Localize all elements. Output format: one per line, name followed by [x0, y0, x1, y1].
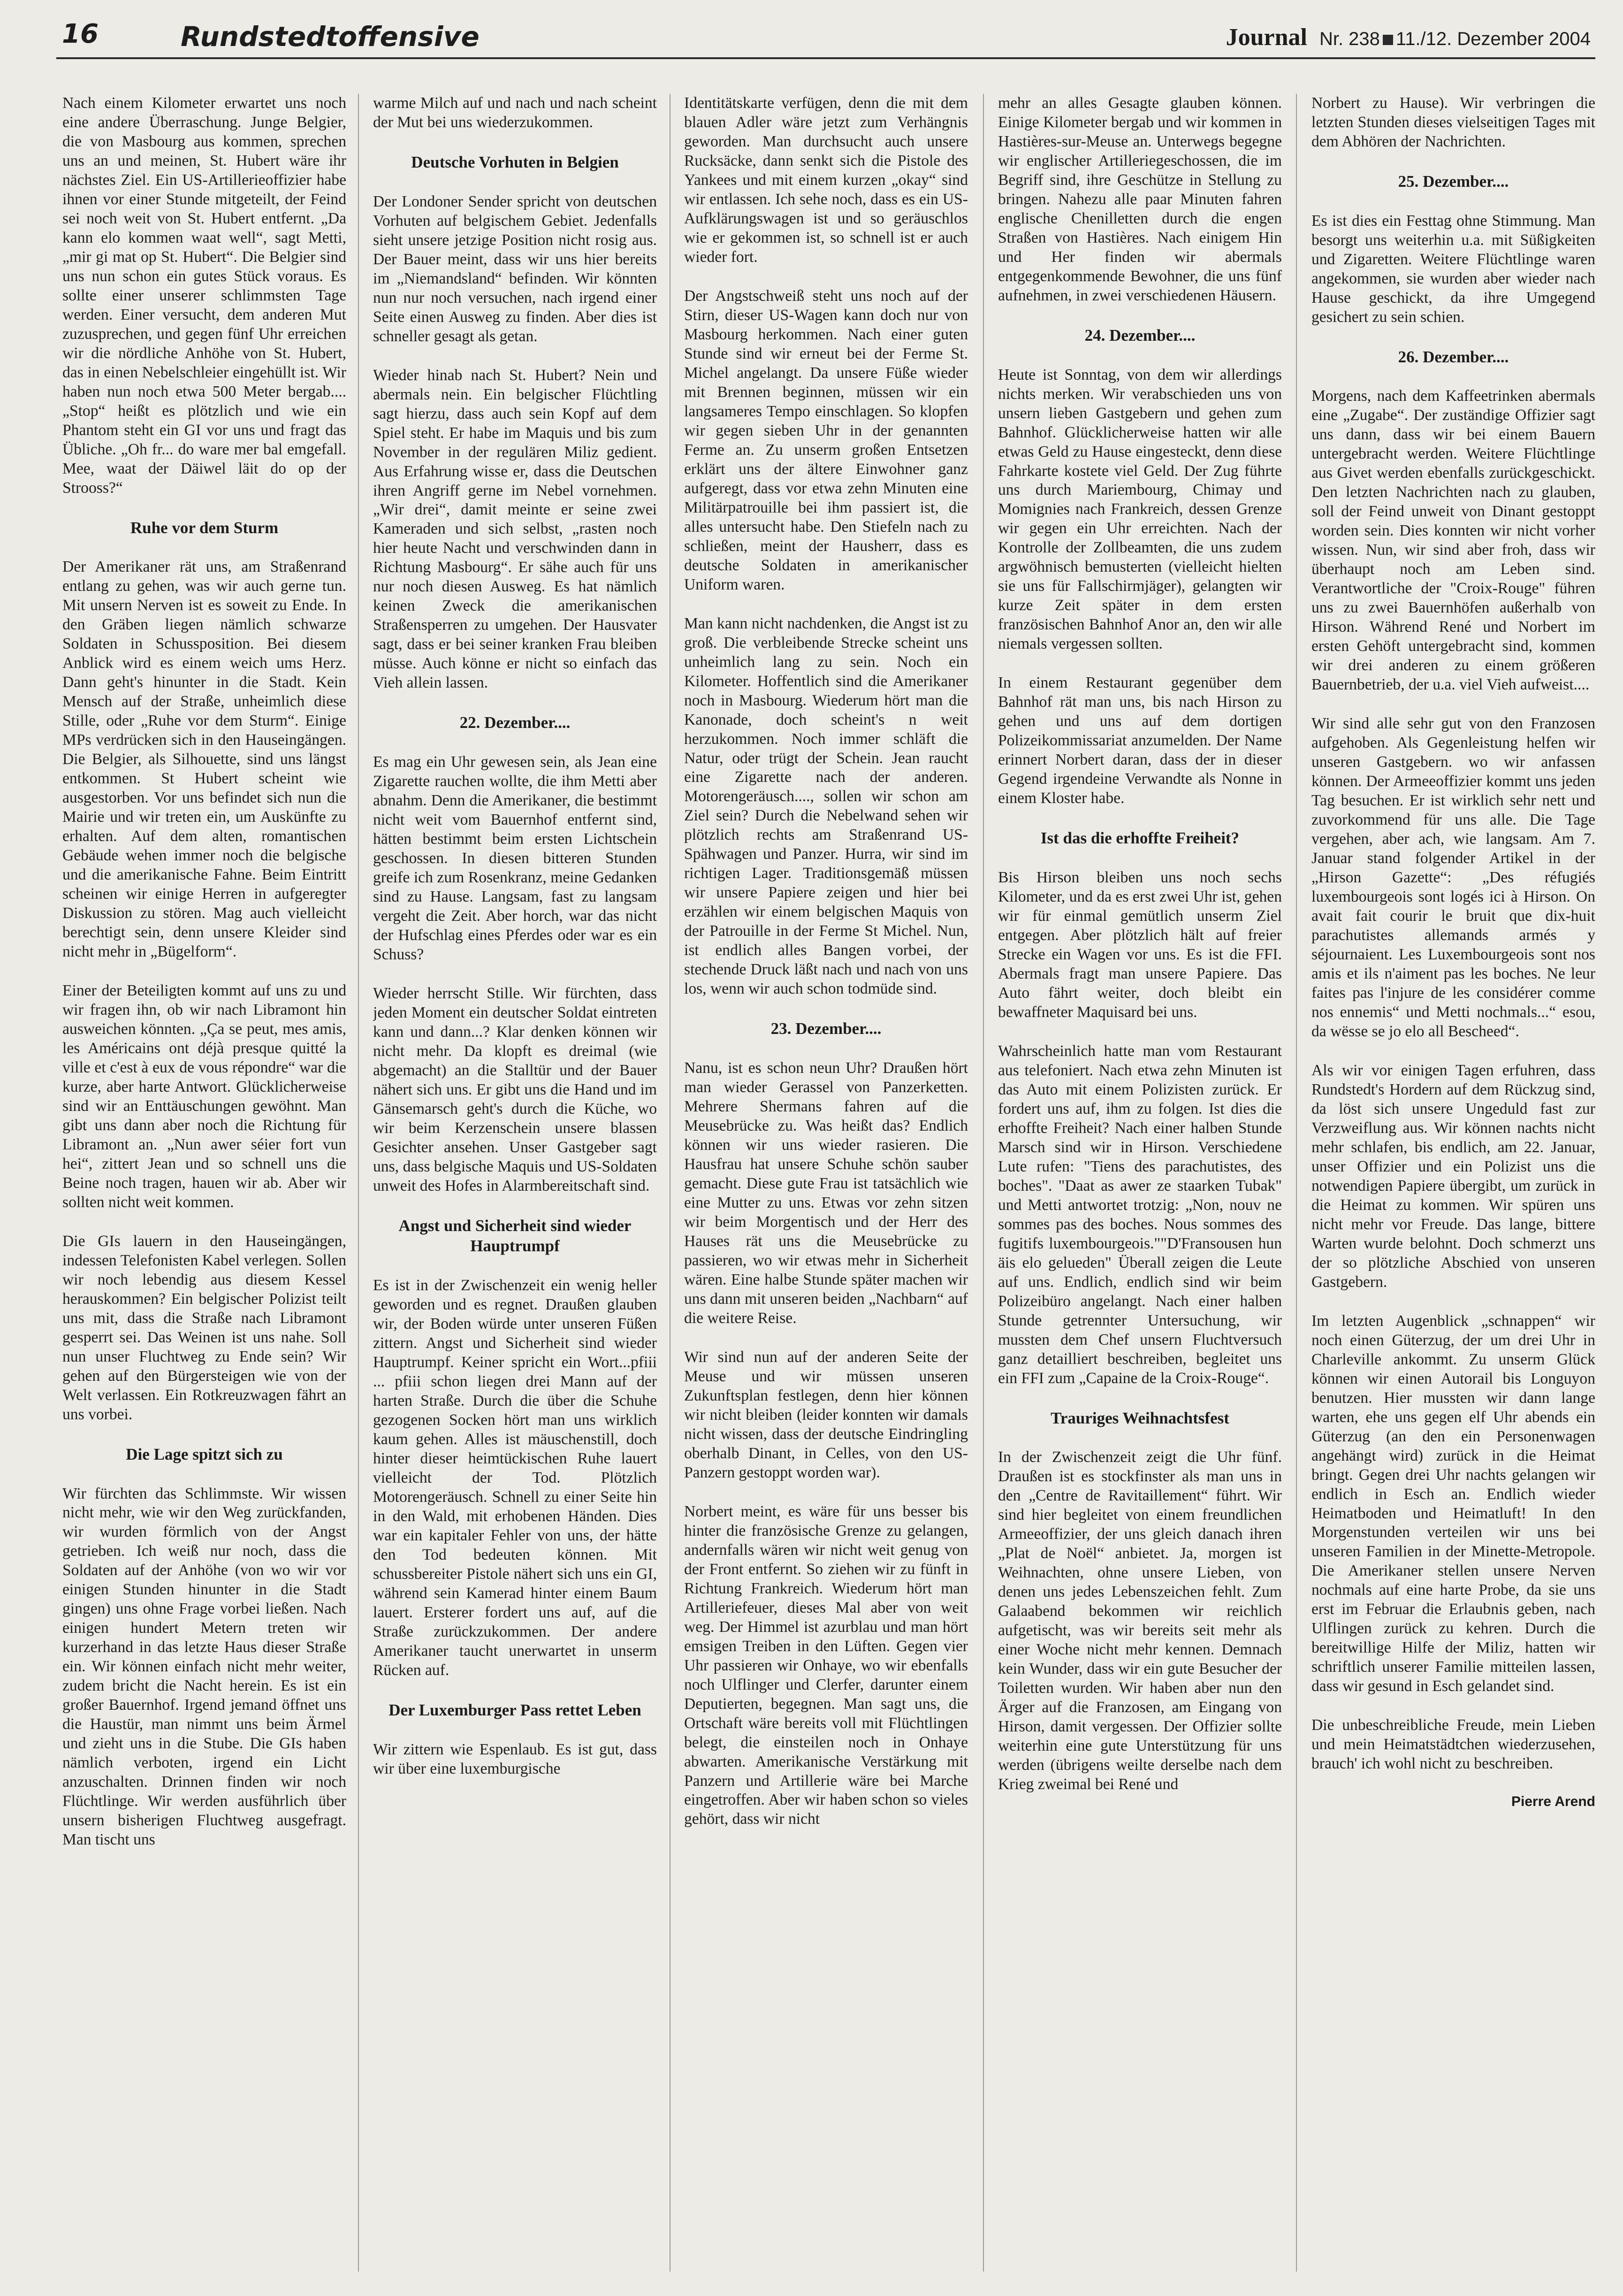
paragraph: In der Zwischenzeit zeigt die Uhr fünf. Draußen ist es stockfinster als man uns in den „Centre de Ravitaillement“ führt. Wir sind hier begleitet von einem freundlichen Armeeoffizier, der uns gleich danach ihren „Plat de Noël“ anbietet. Ja, morgen ist Weihnachten, ohne unsere Lieben, von denen uns jedes Lebenszeichen fehlt. Zum Galaabend bekommen wir reichlich aufgetischt, was wir bereits seit mehr als einer Woche nicht mehr kennen. Demnach kein Wunder, dass wir ein gute Besucher der Toiletten wurden. Wir haben aber nun den Ärger auf die Franzosen, am Eingang von Hirson, damit vergessen. Der Offizier sollte weiterhin eine gute Unterstützung für uns werden (übrigens weilte derselbe nach dem Krieg zweimal bei René und: [998, 1448, 1282, 1793]
paragraph: Es ist dies ein Festtag ohne Stimmung. Man besorgt uns weiterhin u.a. mit Süßigkeiten und Zigaretten. Weitere Flüchtlinge waren angekommen, sie wurden aber wieder nach Hause geschickt, da ihre Umgegend gesichert zu sein schien.: [1311, 212, 1595, 326]
paragraph: Der Amerikaner rät uns, am Straßenrand entlang zu gehen, was wir auch gerne tun. Mit unsern Nerven ist es soweit zu Ende. In den Gräben liegen nämlich schwarze Soldaten in Schussposition. Bei diesem Anblick wird es einem weich ums Herz. Dann geht's hinunter in die Stadt. Kein Mensch auf der Straße, unheimlich diese Stille, oder „Ruhe vor dem Sturm“. Einige MPs verdrücken sich in den Hauseingängen. Die Belgier, als Silhouette, sind uns längst entkommen. St Hubert scheint wie ausgestorben. Vor uns befindet sich nun die Mairie und wir treten ein, um Auskünfte zu erhalten. Auf dem alten, romantischen Gebäude wehen immer noch die belgische und die amerikanische Fahne. Beim Eintritt scheinen wir einige Herren in aufgeregter Diskussion zu stören. Mag auch vielleicht berechtigt sein, denn unsere Kleider sind nicht mehr in „Bügelform“.: [62, 558, 346, 961]
column-divider: [1296, 94, 1297, 2272]
column-divider: [670, 94, 671, 2272]
paragraph: Man kann nicht nachdenken, die Angst ist zu groß. Die verbleibende Strecke scheint uns unheimlich lang zu sein. Noch ein Kilometer. Hoffentlich sind die Amerikaner noch in Masbourg. Wiederum hört man die Kanonade, doch scheint's n weit herzukommen. Noch immer schläft die Natur, oder trügt der Schein. Jean raucht eine Zigarette nach der anderen. Motorengeräusch...., sollen wir schon am Ziel sein? Durch die Nebelwand sehen wir plötzlich rechts am Straßenrand US-Spähwagen und Panzer. Hurra, wir sind im richtigen Lager. Traditionsgemäß müssen wir unsere Papiere zeigen und hier bei erzählen wir einem belgischen Maquis von der Patrouille in der Ferme St Michel. Nun, ist endlich alles Bangen vorbei, der stechende Druck läßt nach und nach von uns los, wenn wir auch schon todmüde sind.: [684, 614, 968, 998]
paragraph: Der Angstschweiß steht uns noch auf der Stirn, dieser US-Wagen kann doch nur von Masbourg herkommen. Nach einer guten Stunde sind wir erneut bei der Ferme St. Michel angelangt. Da unsere Füße wieder mit Brennen beginnen, müssen wir ein langsameres Tempo einschlagen. So klopfen wir gegen sieben Uhr in der genannten Ferme an. Zu unserm großen Entsetzen erklärt uns der ältere Einwohner ganz aufgeregt, dass vor etwa zehn Minuten eine Militärpatrouille bei ihm passiert ist, die alles untersucht habe. Den Stiefeln nach zu schließen, meint der Hausherr, dass es deutsche Soldaten in amerikanischer Uniform waren.: [684, 287, 968, 593]
issue-number: Nr. 238: [1319, 29, 1380, 49]
paragraph: In einem Restaurant gegenüber dem Bahnhof rät man uns, bis nach Hirson zu gehen und uns auf dem dortigen Polizeikommissariat anzumelden. Der Name erinnert Norbert daran, dass der in dieser Gegend irgendeine Verwandte als Nonne in einem Kloster habe.: [998, 674, 1282, 807]
paragraph: Der Londoner Sender spricht von deutschen Vorhuten auf belgischem Gebiet. Jedenfalls sieht unsere jetzige Position nicht rosig aus. Der Bauer meint, dass wir uns hier bereits im „Niemandsland“ befinden. Wir könnten nun nur noch versuchen, nach irgend einer Seite einen Ausweg zu finden. Aber dies ist schneller gesagt als getan.: [373, 192, 657, 345]
paragraph: Einer der Beteiligten kommt auf uns zu und wir fragen ihn, ob wir nach Libramont hin ausweichen könnten. „Ça se peut, mes amis, les Américains ont déjà presque quitté la ville et c'est à eux de vous répondre“ war die kurze, aber harte Antwort. Glücklicherweise sind wir an Enttäuschungen gewöhnt. Man gibt uns dann aber noch die Richtung für Libramont an. „Nun awer séier fort vun hei“, zittert Jean und so schnell uns die Beine noch tragen, hauen wir ab. Aber wir sollten nicht weit kommen.: [62, 982, 346, 1211]
paragraph: Wir fürchten das Schlimmste. Wir wissen nicht mehr, wie wir den Weg zurückfanden, wir wurden förmlich von der Angst getrieben. Ich weiß nur noch, dass die Soldaten auf der Anhöhe (von wo wir vor einigen Stunden hinunter in die Stadt gingen) uns ohne Frage vorbei ließen. Nach einigen hundert Metern treten wir kurzerhand in das letzte Haus dieser Straße ein. Wir können einfach nicht mehr weiter, zudem bricht die Nacht herein. Es ist ein großer Bauernhof. Irgend jemand öffnet uns die Haustür, man nimmt uns beim Ärmel und zieht uns in die Stube. Die GIs haben nämlich verboten, irgend ein Licht anzuschalten. Drinnen finden wir noch Flüchtlinge. Wir werden ausführlich über unsern bisherigen Fluchtweg ausgefragt. Man tischt uns: [62, 1485, 346, 1849]
paragraph: Norbert zu Hause). Wir verbringen die letzten Stunden dieses vielseitigen Tages mit dem Abhören der Nachrichten.: [1311, 94, 1595, 150]
author-byline: Pierre Arend: [1511, 1794, 1595, 1810]
subheading: 22. Dezember....: [459, 713, 571, 732]
issue-date: 11./12. Dezember 2004: [1395, 29, 1591, 49]
article-column-2: [373, 94, 657, 2281]
paragraph: Identitätskarte verfügen, denn die mit dem blauen Adler wäre jetzt zum Verhängnis geworden. Man durchsucht auch unsere Rucksäcke, dann senkt sich die Pistole des Yankees und mit einem kurzen „okay“ sind wir entlassen. Ich sehe noch, dass es ein US-Aufklärungswagen ist und so geräuschlos wie er gekommen ist, so schnell ist er auch wieder fort.: [684, 94, 968, 266]
paragraph: Norbert meint, es wäre für uns besser bis hinter die französische Grenze zu gelangen, andernfalls wären wir nicht weit genug von der Front entfernt. So ziehen wir zu fünft in Richtung Frankreich. Wiederum hört man Artilleriefeuer, dieses Mal aber von weit weg. Der Himmel ist azurblau und man hört emsigen Treiben in den Lüften. Gegen vier Uhr passieren wir Onhaye, wo wir ebenfalls noch Ulflinger und Clerfer, darunter einem Deputierten, begegnen. Man sagt uns, die Ortschaft wäre bereits voll mit Flüchtlingen belegt, die einsteilen noch in Onhaye abwarten. Amerikanische Verstärkung mit Panzern und Artillerie wäre bei Marche eingetroffen. Aber wir haben schon so vieles gehört, dass wir nicht: [684, 1502, 968, 1828]
paragraph: Wir sind nun auf der anderen Seite der Meuse und wir müssen unseren Zukunftsplan festlegen, denn hier können wir nicht bleiben (leider konnten wir damals nicht wissen, dass der deutsche Eindringling oberhalb Dinant, in Celles, von den US-Panzern gestoppt worden war).: [684, 1348, 968, 1481]
paragraph: Die GIs lauern in den Hauseingängen, indessen Telefonisten Kabel verlegen. Sollen wir noch lebendig aus diesem Kessel herauskommen? Ein belgischer Polizist teilt uns mit, dass die Straße nach Libramont gesperrt sei. Das Weinen ist uns nahe. Soll nun unser Fluchtweg zu Ende sein? Wir gehen auf den Bürgersteigen wie von der Welt verlassen. Ein Rotkreuzwagen fährt an uns vorbei.: [62, 1232, 346, 1423]
subheading: Ruhe vor dem Sturm: [130, 518, 279, 537]
paragraph: Morgens, nach dem Kaffeetrinken abermals eine „Zugabe“. Der zuständige Offizier sagt uns dann, dass wir bei einem Bauern untergebracht werden. Weitere Flüchtlinge aus Givet werden ebenfalls zurückgeschickt. Den letzten Nachrichten nach zu glauben, soll der Feind unweit von Dinant gestoppt worden sein. Dies konnten wir nicht vorher wissen. Nun, wir sind aber froh, dass wir überhaupt noch am Leben sind. Verantwortliche der "Croix-Rouge" führen uns zu zwei Bauernhöfen außerhalb von Hirson. Während René und Norbert im ersten Gehöft untergebracht sind, kommen wir drei anderen zu einem größeren Bauernbetrieb, der u.a. viel Vieh aufweist....: [1311, 387, 1595, 694]
paragraph: Heute ist Sonntag, von dem wir allerdings nichts merken. Wir verabschieden uns von unsern lieben Gastgebern und gehen zum Bahnhof. Glücklicherweise hatten wir alle etwas Geld zu Hause eingesteckt, denn diese Fahrkarte kostete viel Geld. Der Zug führte uns durch Mariembourg, Chimay und Momignies nach Frankreich, dessen Grenze wir gegen ein Uhr erreichten. Nach der Kontrolle der Zollbeamten, die uns zudem argwöhnisch bemusterten (vielleicht hielten sie uns für Fallschirmjäger), gelangten wir kurze Zeit später in dem ersten französischen Bahnhof Anor an, den wir alle niemals vergessen sollten.: [998, 366, 1282, 653]
paragraph: Wahrscheinlich hatte man vom Restaurant aus telefoniert. Nach etwa zehn Minuten ist das Auto mit einem Polizisten zurück. Er fordert uns auf, ihm zu folgen. Ist dies die erhoffte Freiheit? Nach einer halben Stunde Marsch sind wir in Hirson. Verschiedene Lute rufen: "Tiens des parachutistes, des boches". "Daat as awer ze staarken Tubak" und Metti antwortet trotzig: „Non, nouv ne sommes pas des boches. Nous sommes des fugitifs luxembourgeois.""D'Fransousen hun äis elo gelueden" Überall zeigen die Leute auf uns. Endlich, endlich sind wir beim Polizeibüro angelangt. Nach einer halben Stunde getrennter Untersuchung, wir mussten dem Chef unsern Fluchtversuch ganz detailliert beschreiben, begleitet uns ein FFI zum „Capaine de la Croix-Rouge“.: [998, 1042, 1282, 1387]
subheading: 25. Dezember....: [1398, 172, 1509, 191]
article-column-3: [684, 94, 968, 2281]
issue-info: [1319, 29, 1591, 50]
section-title: Rundstedtoffensive: [181, 21, 480, 53]
paragraph: Nanu, ist es schon neun Uhr? Draußen hört man wieder Gerassel von Panzerketten. Mehrere Shermans fahren auf die Meusebrücke zu. Was heißt das? Endlich können wir uns wieder rasieren. Die Hausfrau hat unsere Schuhe schön sauber gemacht. Diese gute Frau ist tatsächlich wie eine Mutter zu uns. Etwas vor zehn sitzen wir beim Morgentisch und der Herr des Hauses rät uns die Meusebrücke zu passieren, wo wir etwas mehr in Sicherheit wären. Eine halbe Stunde später machen wir uns dann mit unseren beiden „Nachbarn“ auf die weitere Reise.: [684, 1059, 968, 1327]
column-divider: [983, 94, 984, 2272]
subheading: Deutsche Vorhuten in Belgien: [411, 153, 619, 171]
column-divider: [358, 94, 359, 2272]
paragraph: Als wir vor einigen Tagen erfuhren, dass Rundstedt's Hordern auf dem Rückzug sind, da löst sich unsere Ungeduld fast zur Verzweiflung aus. Wir können nachts nicht mehr schlafen, bis endlich, am 22. Januar, unser Offizier und ein Polizist uns die notwendigen Papiere übergibt, um zurück in die Heimat zu kommen. Wir spüren uns nicht mehr vor Freude. Das lange, bittere Warten wurde belohnt. Doch schmerzt uns der so plötzliche Abschied von unseren Gastgebern.: [1311, 1061, 1595, 1291]
paragraph: Wir sind alle sehr gut von den Franzosen aufgehoben. Als Gegenleistung helfen wir unseren Gastgebern. wo wir anfassen können. Der Armeeoffizier kommt uns jeden Tag besuchen. Er ist wirklich sehr nett und zuvorkommend für uns alle. Die Tage vergehen, aber ach, wie langsam. Am 7. Januar stand folgender Artikel in der „Hirson Gazette“: „Des réfugiés luxembourgeois sont logés ici à Hirson. On avait fait courir le bruit que dix-huit parachutistes allemands armés y séjournaient. Les Luxembourgeois sont nos amis et ils n'aiment pas les boches. Ne leur faites pas l'injure de les considérer comme nos ennemis“ und Metti nochmals...“ esou, da wësse se jo elo all Bescheed“.: [1311, 715, 1595, 1040]
masthead: [1226, 23, 1591, 51]
page-header: [56, 17, 1595, 59]
subheading: Der Luxemburger Pass rettet Leben: [389, 1700, 641, 1719]
subheading: 23. Dezember....: [770, 1019, 882, 1038]
paragraph: mehr an alles Gesagte glauben können. Einige Kilometer bergab und wir kommen in Hastières-sur-Meuse an. Unterwegs begegne wir englischer Artilleriegeschossen, die im Begriff sind, ihre Geschütze in Stellung zu bringen. Nahezu alle paar Minuten fahren englische Chenilletten durch die engen Straßen von Hastières. Nach einigem Hin und Her finden wir abermals entgegenkommende Bewohner, die uns fünf aufnehmen, in zwei verschiedenen Häusern.: [998, 94, 1282, 304]
paragraph: warme Milch auf und nach und nach scheint der Mut bei uns wiederzukommen.: [373, 94, 657, 131]
paragraph: Wieder hinab nach St. Hubert? Nein und abermals nein. Ein belgischer Flüchtling sagt hierzu, dass auch sein Kopf auf dem Spiel steht. Er habe im Maquis und bis zum November in der regulären Miliz gedient. Aus Erfahrung wisse er, dass die Deutschen ihren Angriff gerne im Nebel vornehmen. „Wir drei“, damit meinte er seine zwei Kameraden und sich selbst, „rasten noch hier heute Nacht und verschwinden dann in Richtung Masbourg“. Er sähe auch für uns nur noch diesen Ausweg. Es hat nämlich keinen Zweck die amerikanischen Straßensperren zu umgehen. Der Hausvater sagt, dass er bei seiner kranken Frau bleiben müsse. Auch könne er nicht so einfach das Vieh allein lassen.: [373, 366, 657, 692]
paragraph: Bis Hirson bleiben uns noch sechs Kilometer, und da es erst zwei Uhr ist, gehen wir für einmal gemütlich unserm Ziel entgegen. Aber plötzlich hält auf freier Strecke ein Wagen vor uns. Es ist die FFI. Abermals fragt man unsere Papiere. Das Auto fährt weiter, doch bleibt ein bewaffneter Maquisard bei uns.: [998, 868, 1282, 1021]
paragraph: Nach einem Kilometer erwartet uns noch eine andere Überraschung. Junge Belgier, die von Masbourg aus kommen, sprechen uns an und meinen, St. Hubert wäre ihr nächstes Ziel. Ein US-Artillerieoffizier habe ihnen vor einer Stunde mitgeteilt, der Feind sei noch weit von St. Hubert entfernt. „Da kann elo kommen waat well“, sagt Metti, „mir gi mat op St. Hubert“. Die Belgier sind uns nun schon ein gutes Stück voraus. Es sollte einer unserer schlimmsten Tage werden. Einer versucht, dem anderen Mut zuzusprechen, und gegen fünf Uhr erreichen wir die nördliche Anhöhe von St. Hubert, das in einen Nebelschleier eingehüllt ist. Wir haben nun noch etwa 500 Meter bergab.... „Stop“ heißt es plötzlich und wie ein Phantom steht ein GI vor uns und fragt das Übliche. „Oh fr... do ware mer bal emgefall. Mee, waat der Däiwel läit do op der Strooss?“: [62, 94, 346, 497]
separator-square-icon: [1383, 35, 1393, 45]
paragraph: Wir zittern wie Espenlaub. Es ist gut, dass wir über eine luxemburgische: [373, 1740, 657, 1777]
subheading: 26. Dezember....: [1398, 347, 1509, 366]
paragraph: Es mag ein Uhr gewesen sein, als Jean eine Zigarette rauchen wollte, die ihm Metti aber abnahm. Denn die Amerikaner, die bestimmt nicht weit vom Bauernhof entfernt sind, hätten bestimmt beim ersten Lichtschein geschossen. In diesen bitteren Stunden greife ich zum Rosenkranz, meine Gedanken sind zu Hause. Langsam, fast zu langsam vergeht die Zeit. Aber horch, war das nicht der Hufschlag eines Pferdes oder war es ein Schuss?: [373, 753, 657, 963]
publication-name: Journal: [1226, 24, 1307, 51]
page-number: 16: [62, 19, 99, 49]
article-column-5: [1311, 94, 1595, 2281]
article-column-4: [998, 94, 1282, 2281]
paragraph: Im letzten Augenblick „schnappen“ wir noch einen Güterzug, der um drei Uhr in Charleville ankommt. Zu unserm Glück können wir einen Autorail bis Longuyon benutzen. Hier mussten wir dann lange warten, ehe uns gegen elf Uhr abends ein Güterzug (an den ein Personenwagen angehängt wird) zurück in die Heimat bringt. Gegen drei Uhr nachts gelangen wir endlich in Esch an. Endlich wieder Heimatboden und Heimatluft! In den Morgenstunden verteilen wir uns bei unseren Familien in der Minette-Metropole. Die Amerikaner stellen unsere Nerven nochmals auf eine harte Probe, da sie uns erst im Februar die Erlaubnis geben, nach Ulflingen zurück zu kehren. Durch die bereitwillige Hilfe der Miliz, hatten wir schriftlich unserer Familie mitteilen lassen, dass wir gesund in Esch gelandet sind.: [1311, 1312, 1595, 1695]
paragraph: Wieder herrscht Stille. Wir fürchten, dass jeden Moment ein deutscher Soldat eintreten kann und dann...? Klar denken können wir nicht mehr. Da klopft es dreimal (wie abgemacht) an die Stalltür und der Bauer nähert sich uns. Er gibt uns die Hand und im Gänsemarsch geht's durch die Küche, wo wir beim Kerzenschein unsere blassen Gesichter ansehen. Unser Gastgeber sagt uns, dass belgische Maquis und US-Soldaten unweit des Hofes in Alarmbereitschaft sind.: [373, 984, 657, 1194]
subheading: Ist das die erhoffte Freiheit?: [1040, 829, 1240, 848]
subheading: Die Lage spitzt sich zu: [126, 1445, 283, 1463]
subheading: Trauriges Weihnachtsfest: [1051, 1408, 1229, 1427]
subheading: 24. Dezember....: [1084, 326, 1196, 344]
paragraph: Die unbeschreibliche Freude, mein Lieben und mein Heimatstädtchen wiederzusehen, brauch' ich wohl nicht zu beschreiben.: [1311, 1716, 1595, 1773]
article-column-1: [62, 94, 346, 2281]
paragraph: Es ist in der Zwischenzeit ein wenig heller geworden und es regnet. Draußen glauben wir, der Boden würde unter unseren Füßen zittern. Angst und Sicherheit sind wieder Hauptrumpf. Keiner spricht ein Wort...pfiii ... pfiii schon liegen drei Mann auf der harten Straße. Durch die über die Schuhe gezogenen Socken hört man uns wirklich kaum gehen. Alles ist mäuschenstill, doch hinter dieser heimtückischen Ruhe lauert vielleicht der Tod. Plötzlich Motorengeräusch. Schnell zu einer Seite hin in den Wald, mit erhobenen Händen. Dies war ein kapitaler Fehler von uns, der hätte den Tod bedeuten können. Mit schussbereiter Pistole nähert sich uns ein GI, während sein Kamerad hinter einem Baum lauert. Ersterer fordert uns auf, auf die Straße zurückzukommen. Der andere Amerikaner taucht unerwartet in unserm Rücken auf.: [373, 1277, 657, 1679]
subheading: Angst und Sicherheit sind wieder Hauptrumpf: [398, 1216, 632, 1255]
